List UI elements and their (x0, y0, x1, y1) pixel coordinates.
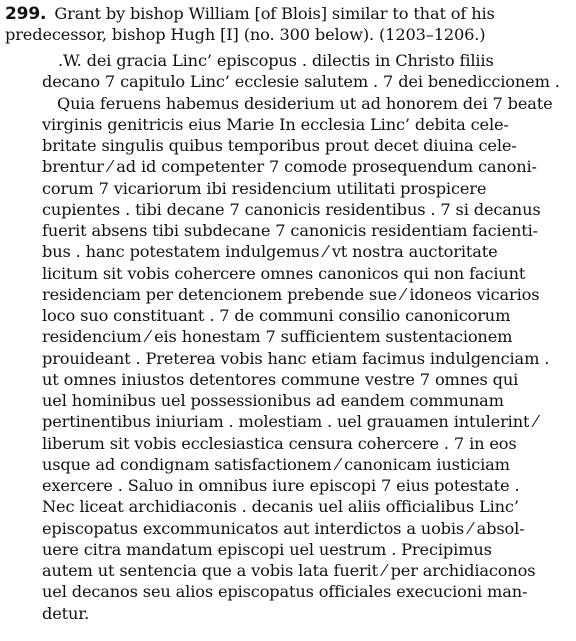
heading-text-line-2: predecessor, bishop Hugh [I] (no. 300 below). (1203–1206.) (5, 25, 486, 44)
opening-line-2: decano 7 capitulo Linc’ ecclesie salutem . 7 dei benediccionem . (42, 72, 560, 91)
body-line: uel decanos seu alios episcopatus officiales execucioni man- (42, 582, 528, 601)
body-line: episcopatus excommunicatos aut interdictos a uobis ⁄ absol- (42, 519, 525, 538)
heading-text-line-1: Grant by bishop William [of Blois] similar to that of his (54, 4, 495, 23)
entry-heading (5, 3, 495, 25)
body-line: Nec liceat archidiaconis . decanis uel aliis officialibus Linc’ (42, 497, 519, 516)
body-line: residencium ⁄ eis honestam 7 sufficientem sustentacionem (42, 327, 513, 346)
body-line: liberum sit vobis ecclesiastica censura cohercere . 7 in eos (42, 434, 517, 453)
body-line: Quia feruens habemus desiderium ut ad honorem dei 7 beate (57, 94, 553, 113)
body-line: uel hominibus uel possessionibus ad eandem communam (42, 391, 504, 410)
body-line: virginis genitricis eius Marie In ecclesia Linc’ debita cele- (42, 115, 509, 134)
body-line: cupientes . tibi decane 7 canonicis residentibus . 7 si decanus (42, 200, 541, 219)
body-line: autem ut sentencia que a vobis lata fuerit ⁄ per archidiaconos (42, 561, 536, 580)
opening-line-1: .W. dei gracia Linc’ episcopus . dilectis in Christo filiis (58, 51, 494, 70)
body-line: loco suo constituant . 7 de communi consilio canonicorum (42, 306, 511, 325)
body-line: prouideant . Preterea vobis hanc etiam facimus indulgenciam . (42, 349, 550, 368)
body-line: licitum sit vobis cohercere omnes canonicos qui non faciunt (42, 264, 526, 283)
body-line: exercere . Saluo in omnibus iure episcopi 7 eius potestate . (42, 476, 520, 495)
entry-number: 299. (5, 4, 47, 24)
body-line: pertinentibus iniuriam . molestiam . uel grauamen intulerint ⁄ (42, 412, 537, 431)
body-line: usque ad condignam satisfactionem ⁄ canonicam iusticiam (42, 455, 510, 474)
body-line: britate singulis quibus temporibus prout decet diuina cele- (42, 136, 517, 155)
body-line: brentur ⁄ ad id competenter 7 comode prosequendum canoni- (42, 157, 537, 176)
body-line: uere citra mandatum episcopi uel uestrum . Precipimus (42, 540, 492, 559)
body-line: bus . hanc potestatem indulgemus ⁄ vt nostra auctoritate (42, 242, 498, 261)
body-line: residenciam per detencionem prebende sue ⁄ idoneos vicarios (42, 285, 540, 304)
body-line: ut omnes iniustos detentores commune vestre 7 omnes qui (42, 370, 519, 389)
body-line: fuerit absens tibi subdecane 7 canonicis residentiam facienti- (42, 221, 538, 240)
body-line: corum 7 vicariorum ibi residencium utilitati prospicere (42, 179, 487, 198)
body-line: detur. (42, 604, 90, 623)
